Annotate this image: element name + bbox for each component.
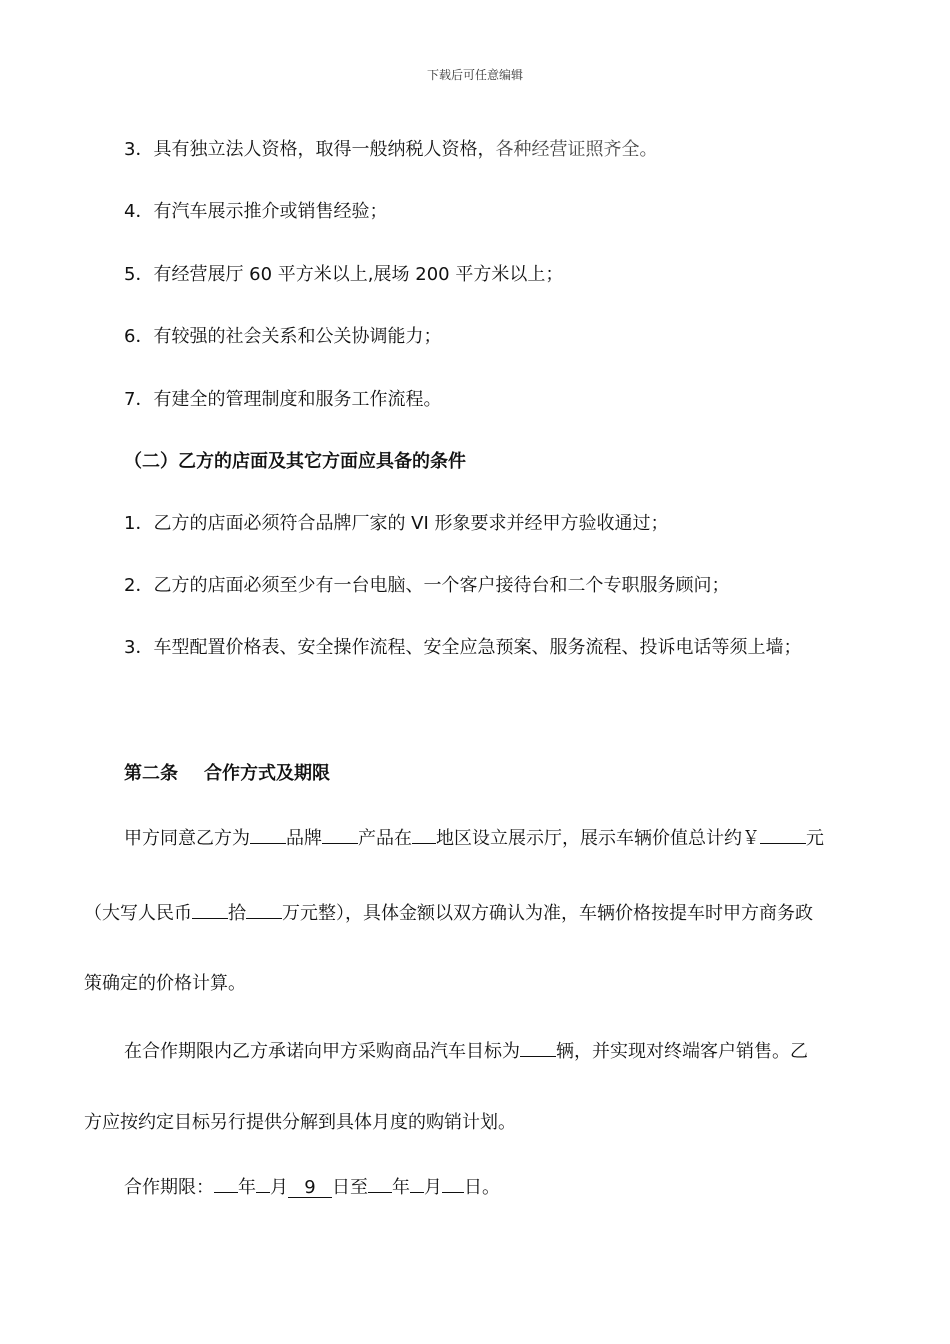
- list-item: [124, 325, 441, 349]
- item-number: 3．: [124, 139, 154, 160]
- article-label: 第二条: [124, 763, 178, 784]
- fill-blank[interactable]: [250, 825, 286, 844]
- item-number: 5．: [124, 264, 154, 285]
- item-number: 7．: [124, 389, 154, 410]
- list-item: [124, 574, 729, 598]
- paragraph-line: [84, 900, 813, 926]
- item-text-tail: 各种经营证照齐全。: [495, 139, 658, 160]
- fill-blank[interactable]: [412, 825, 436, 844]
- item-text: 有较强的社会关系和公关协调能力；: [153, 326, 442, 347]
- list-item: [124, 636, 801, 660]
- fill-blank[interactable]: [214, 1174, 238, 1193]
- text-run: 元: [806, 828, 824, 849]
- text-run: 日至: [332, 1177, 368, 1198]
- fill-blank[interactable]: [192, 900, 228, 919]
- article-title: 合作方式及期限: [204, 763, 330, 784]
- fill-blank[interactable]: [410, 1174, 424, 1193]
- text-run: 甲方同意乙方为: [124, 828, 250, 849]
- fill-blank[interactable]: [442, 1174, 464, 1193]
- item-text: 乙方的店面必须至少有一台电脑、一个客户接待台和二个专职服务顾问；: [153, 575, 730, 596]
- text-run: 月: [424, 1177, 442, 1198]
- item-text: 具有独立法人资格，取得一般纳税人资格，: [153, 139, 496, 160]
- text-run: 拾: [228, 903, 246, 924]
- text-run: 辆，并实现对终端客户销售。乙: [556, 1041, 808, 1062]
- item-text: 有汽车展示推介或销售经验；: [153, 201, 388, 222]
- item-text: 乙方的店面必须符合品牌厂家的 VI 形象要求并经甲方验收通过；: [153, 513, 669, 534]
- list-item: [124, 263, 563, 287]
- fill-blank[interactable]: [322, 825, 358, 844]
- item-text: 有经营展厅 60 平方米以上,展场 200 平方米以上；: [153, 264, 564, 285]
- fill-blank[interactable]: [246, 900, 282, 919]
- fill-blank[interactable]: [368, 1174, 392, 1193]
- item-number: 1．: [124, 513, 154, 534]
- fill-blank[interactable]: [256, 1174, 270, 1193]
- text-run: 万元整），具体金额以双方确认为准，车辆价格按提车时甲方商务政: [282, 903, 813, 924]
- article-heading: [124, 762, 330, 786]
- section-heading: （二）乙方的店面及其它方面应具备的条件: [124, 451, 466, 472]
- fill-blank[interactable]: [520, 1038, 556, 1057]
- list-item: [124, 388, 441, 412]
- text-run: 在合作期限内乙方承诺向甲方采购商品汽车目标为: [124, 1041, 520, 1062]
- text-run: 地区设立展示厅，展示车辆价值总计约￥: [436, 828, 760, 849]
- paragraph-line: 方应按约定目标另行提供分解到具体月度的购销计划。: [84, 1112, 516, 1133]
- paragraph-line: 策确定的价格计算。: [84, 973, 246, 994]
- item-text: 有建全的管理制度和服务工作流程。: [153, 389, 442, 410]
- text-run: 品牌: [286, 828, 322, 849]
- list-item: [124, 200, 387, 224]
- list-item: [124, 512, 669, 536]
- item-number: 4．: [124, 201, 154, 222]
- item-text: 车型配置价格表、安全操作流程、安全应急预案、服务流程、投诉电话等须上墙；: [153, 637, 802, 658]
- fill-blank-day[interactable]: 9: [288, 1179, 332, 1198]
- text-run: 年: [238, 1177, 256, 1198]
- header-note: 下载后可任意编辑: [426, 68, 523, 82]
- text-run: （大写人民币: [84, 903, 192, 924]
- text-run: 月: [270, 1177, 288, 1198]
- item-number: 6．: [124, 326, 154, 347]
- paragraph-line: [124, 1174, 500, 1200]
- list-item: [124, 138, 657, 162]
- paragraph-line: [124, 1038, 808, 1064]
- item-number: 2．: [124, 575, 154, 596]
- text-run: 年: [392, 1177, 410, 1198]
- text-run: 产品在: [358, 828, 412, 849]
- fill-blank[interactable]: [760, 825, 806, 844]
- paragraph-line: [124, 825, 824, 851]
- text-run: 日。: [464, 1177, 500, 1198]
- text-run: 合作期限：: [124, 1177, 214, 1198]
- item-number: 3．: [124, 637, 154, 658]
